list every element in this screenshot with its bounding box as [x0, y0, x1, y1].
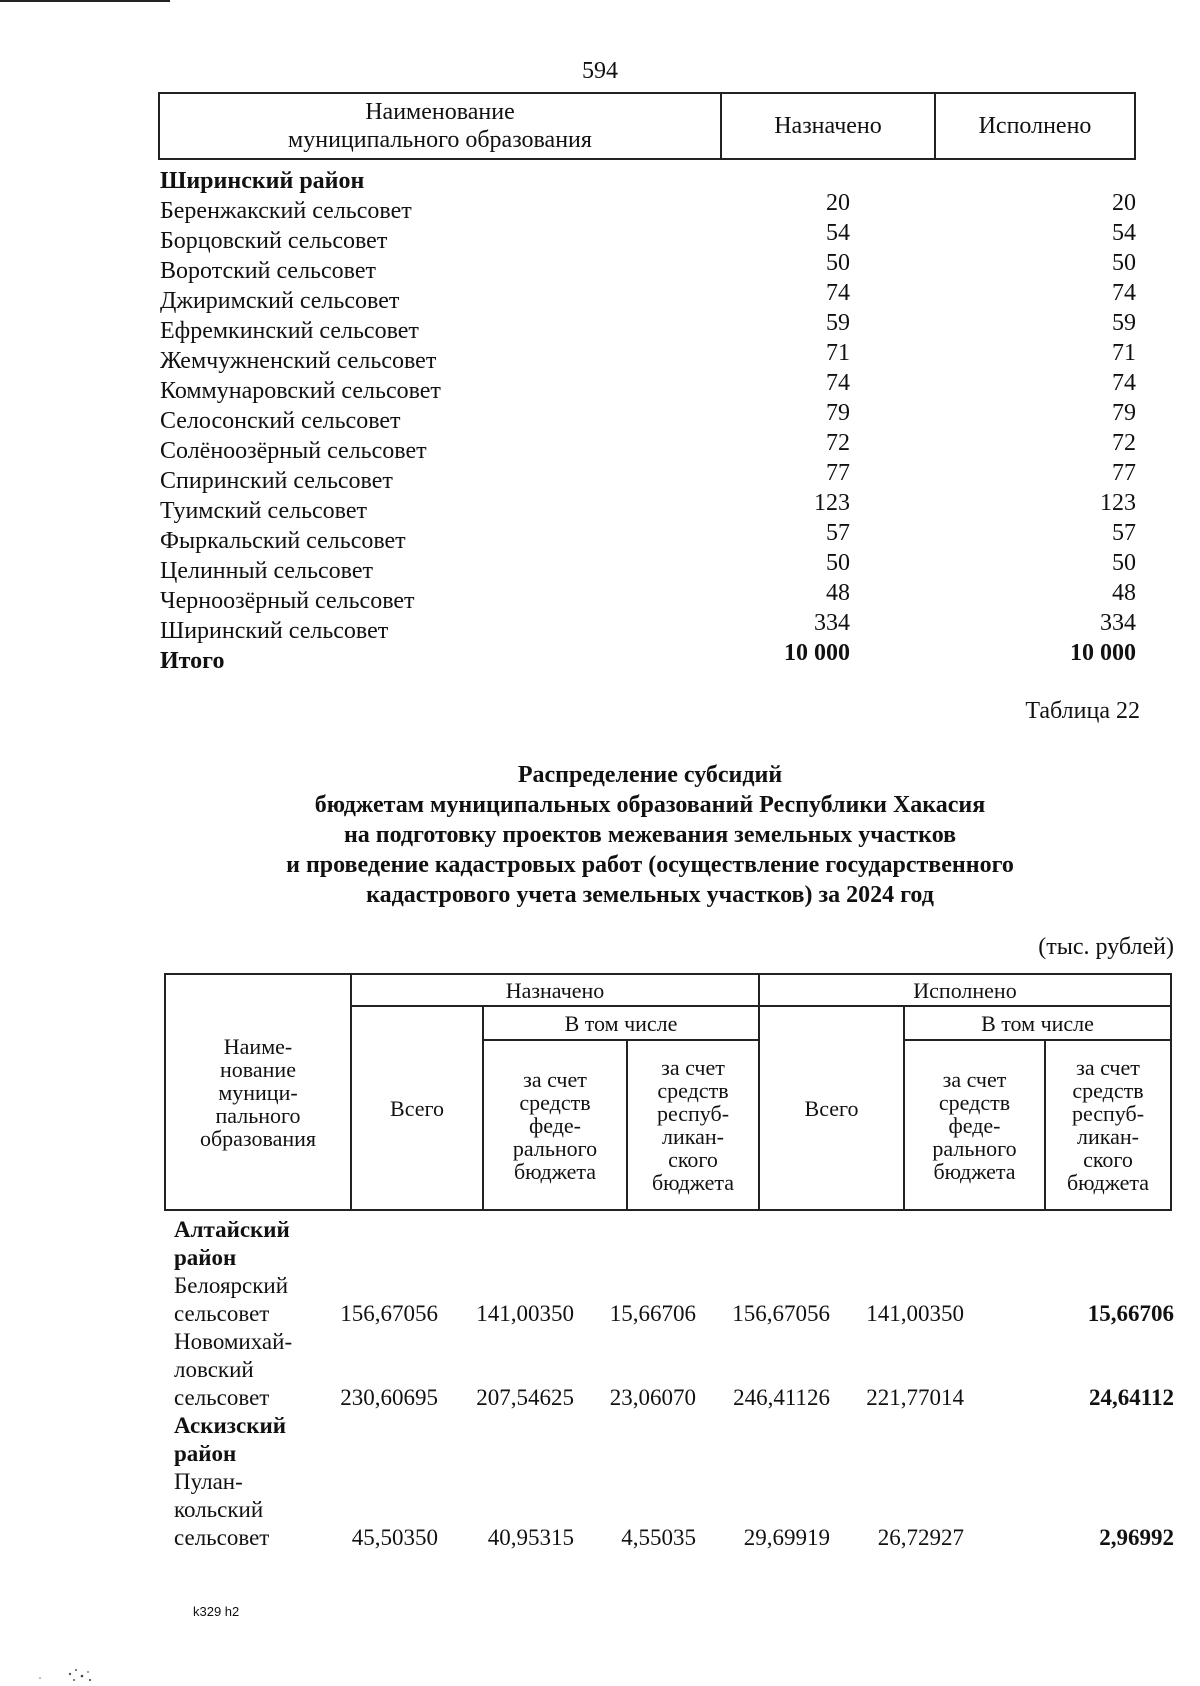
row-value: 207,54625: [476, 1385, 574, 1410]
header-text: за счет: [1076, 1055, 1140, 1080]
table1-header-name: [160, 94, 722, 158]
header-text: респуб-: [1071, 1101, 1145, 1126]
row-value: 15,66706: [609, 1301, 696, 1326]
row-value: 141,00350: [866, 1301, 964, 1326]
total-label: Итого: [160, 648, 225, 674]
row-name: Борцовский сельсовет: [160, 228, 388, 254]
header-text: средств: [657, 1078, 729, 1103]
row-name: Джиримский сельсовет: [160, 288, 400, 314]
row-assigned: 59: [826, 310, 850, 336]
row-assigned: 48: [826, 580, 850, 606]
row-value: 26,72927: [877, 1525, 964, 1550]
row-name: Беренжакский сельсовет: [160, 198, 412, 224]
row-name: Коммунаровский сельсовет: [160, 378, 441, 404]
row-name: Черноозёрный сельсовет: [160, 588, 415, 614]
row-name-line: кольский: [174, 1497, 264, 1522]
row-executed: 74: [1112, 370, 1136, 396]
row-executed: 79: [1112, 400, 1136, 426]
row-value: 246,41126: [733, 1385, 830, 1410]
table2-header-name: [166, 975, 350, 1209]
row-assigned: 54: [826, 220, 850, 246]
top-rule: [0, 0, 170, 2]
row-name-line: сельсовет: [174, 1301, 270, 1326]
row-name: Целинный сельсовет: [160, 558, 373, 584]
row-value: 24,64112: [1089, 1385, 1174, 1410]
header-text: рального: [932, 1135, 1017, 1161]
header-text: пального: [215, 1102, 301, 1128]
header-text: за счет: [523, 1066, 587, 1092]
row-assigned: 72: [826, 430, 850, 456]
row-assigned: 74: [826, 280, 850, 306]
row-assigned: 334: [814, 610, 850, 636]
district-name: [174, 1216, 354, 1272]
row-executed: 20: [1112, 190, 1136, 216]
row-name: Спиринский сельсовет: [160, 468, 393, 494]
row-executed: 59: [1112, 310, 1136, 336]
row-executed: 50: [1112, 250, 1136, 276]
row-name: Солёноозёрный сельсовет: [160, 438, 427, 464]
header-text: бюджета: [1066, 1170, 1150, 1195]
table2-header-executed: Исполнено: [913, 977, 1017, 1003]
table1-row: [160, 280, 1136, 318]
header-text: средств: [519, 1089, 591, 1115]
table2-header: [164, 973, 1172, 1211]
page-number: 594: [582, 58, 618, 84]
table2-row: [164, 1272, 1174, 1328]
table2-district: [164, 1412, 1174, 1468]
scan-speckle: [30, 1660, 120, 1686]
row-name: Ефремкинский сельсовет: [160, 318, 419, 344]
row-executed: 72: [1112, 430, 1136, 456]
table1-row: [160, 460, 1136, 498]
header-text: ского: [668, 1147, 718, 1172]
table1-row: [160, 340, 1136, 378]
table2-header-republic-assigned: [628, 1041, 758, 1209]
row-executed: 50: [1112, 550, 1136, 576]
row-executed: 123: [1100, 490, 1136, 516]
table1-row: [160, 190, 1136, 228]
table1-row: [160, 580, 1136, 618]
table1-district-row: [160, 168, 1136, 198]
table2-header-republic-executed: [1046, 1041, 1170, 1209]
table1-row: [160, 250, 1136, 288]
table1-total-row: [160, 640, 1136, 678]
row-value: 230,60695: [340, 1385, 438, 1410]
header-text: бюджета: [933, 1158, 1016, 1184]
row-name: Туимский сельсовет: [160, 498, 367, 524]
total-executed: 10 000: [1070, 640, 1136, 666]
table2-header-federal-assigned: [484, 1041, 626, 1209]
table1-header-name-line1: Наименование: [365, 99, 515, 125]
header-text: бюджета: [651, 1170, 735, 1195]
row-executed: 71: [1112, 340, 1136, 366]
table1-body: [160, 168, 1136, 678]
row-assigned: 20: [826, 190, 850, 216]
row-value: 221,77014: [866, 1385, 964, 1410]
header-text: образования: [199, 1125, 317, 1151]
table1-row: [160, 310, 1136, 348]
table2-header-including-assigned: В том числе: [564, 1010, 678, 1036]
row-executed: 48: [1112, 580, 1136, 606]
row-name: Жемчужненский сельсовет: [160, 348, 437, 374]
row-executed: 334: [1100, 610, 1136, 636]
table2-header-federal-executed: [905, 1041, 1044, 1209]
row-value: 29,69919: [743, 1525, 830, 1550]
table2-header-including-executed: В том числе: [981, 1010, 1094, 1036]
table2-header-total-assigned: Всего: [390, 1095, 444, 1121]
title-line: бюджетам муниципальных образований Республики Хакасия: [314, 792, 986, 818]
table1-row: [160, 370, 1136, 408]
row-assigned: 50: [826, 250, 850, 276]
row-name-line: Белоярский: [174, 1273, 289, 1298]
header-text: бюджета: [513, 1158, 597, 1184]
row-value: 156,67056: [732, 1301, 830, 1326]
row-executed: 74: [1112, 280, 1136, 306]
total-assigned: 10 000: [784, 640, 850, 666]
row-name: Фыркальский сельсовет: [160, 528, 406, 554]
row-value: 40,95315: [487, 1525, 574, 1550]
district-name-line: Аскизский: [174, 1413, 286, 1438]
row-assigned: 71: [826, 340, 850, 366]
row-name-line: Новомихай-: [174, 1329, 293, 1354]
row-name: [174, 1272, 354, 1328]
row-executed: 77: [1112, 460, 1136, 486]
table2-row: [164, 1328, 1174, 1412]
table-label: Таблица 22: [1025, 698, 1140, 724]
row-executed: 54: [1112, 220, 1136, 246]
row-assigned: 79: [826, 400, 850, 426]
header-text: ского: [1083, 1147, 1133, 1172]
district-name: [174, 1412, 354, 1468]
row-name: Селосонский сельсовет: [160, 408, 401, 434]
table2-district: [164, 1216, 1174, 1272]
header-text: ликан-: [662, 1124, 724, 1149]
title-line: кадастрового учета земельных участков) за 2024 год: [366, 882, 934, 908]
row-value: 15,66706: [1087, 1301, 1174, 1326]
district-name-line: Алтайский: [174, 1217, 290, 1242]
row-name: Воротский сельсовет: [160, 258, 376, 284]
table2-title: [0, 760, 1200, 910]
row-assigned: 50: [826, 550, 850, 576]
header-text: рального: [512, 1135, 598, 1161]
title-line: на подготовку проектов межевания земельных участков: [343, 822, 957, 848]
header-text: нование: [220, 1056, 296, 1082]
district-name-line: район: [174, 1441, 237, 1466]
table1-row: [160, 550, 1136, 588]
row-name-line: ловский: [174, 1357, 254, 1382]
header-text: респуб-: [656, 1101, 730, 1126]
table1-header-executed: Исполнено: [978, 113, 1092, 139]
row-name: Ширинский сельсовет: [160, 618, 389, 644]
table2-header-assigned: Назначено: [505, 977, 605, 1003]
row-name-line: сельсовет: [174, 1525, 270, 1550]
row-name: [174, 1468, 354, 1552]
row-assigned: 77: [826, 460, 850, 486]
footer-code: k329 h2: [193, 1604, 240, 1619]
table2-body: [164, 1216, 1174, 1552]
title-line: и проведение кадастровых работ (осуществление государственного: [286, 852, 1014, 878]
table1-row: [160, 610, 1136, 648]
header-text: муници-: [218, 1079, 298, 1105]
row-name: [174, 1328, 354, 1412]
row-value: 2,96992: [1099, 1525, 1174, 1550]
table1-header-name-line2: муниципального образования: [288, 127, 592, 153]
row-executed: 57: [1112, 520, 1136, 546]
row-value: 23,06070: [609, 1385, 696, 1410]
title-line: Распределение субсидий: [517, 762, 783, 788]
row-value: 141,00350: [476, 1301, 574, 1326]
header-text: средств: [1072, 1078, 1144, 1103]
header-text: Наиме-: [223, 1033, 293, 1059]
header-text: средств: [938, 1089, 1011, 1115]
row-name-line: сельсовет: [174, 1385, 270, 1410]
table1-header-assigned: Назначено: [722, 94, 936, 158]
units-label: (тыс. рублей): [1038, 934, 1174, 960]
table1-row: [160, 490, 1136, 528]
header-text: феде-: [948, 1112, 1001, 1138]
table1-header: [158, 92, 1136, 160]
district-name: Ширинский район: [160, 168, 365, 194]
header-text: за счет: [661, 1055, 725, 1080]
header-text: феде-: [528, 1112, 581, 1138]
table2-row: [164, 1468, 1174, 1552]
row-value: 45,50350: [351, 1525, 438, 1550]
row-assigned: 74: [826, 370, 850, 396]
row-value: 4,55035: [621, 1525, 696, 1550]
row-assigned: 57: [826, 520, 850, 546]
row-value: 156,67056: [340, 1301, 438, 1326]
table1-row: [160, 400, 1136, 438]
row-assigned: 123: [814, 490, 850, 516]
header-text: за счет: [942, 1066, 1007, 1092]
row-name-line: Пулан-: [174, 1469, 243, 1494]
table2-header-total-executed: Всего: [804, 1095, 859, 1121]
table1-row: [160, 220, 1136, 258]
district-name-line: район: [174, 1245, 237, 1270]
table1-row: [160, 520, 1136, 558]
header-text: ликан-: [1077, 1124, 1139, 1149]
table1-row: [160, 430, 1136, 468]
